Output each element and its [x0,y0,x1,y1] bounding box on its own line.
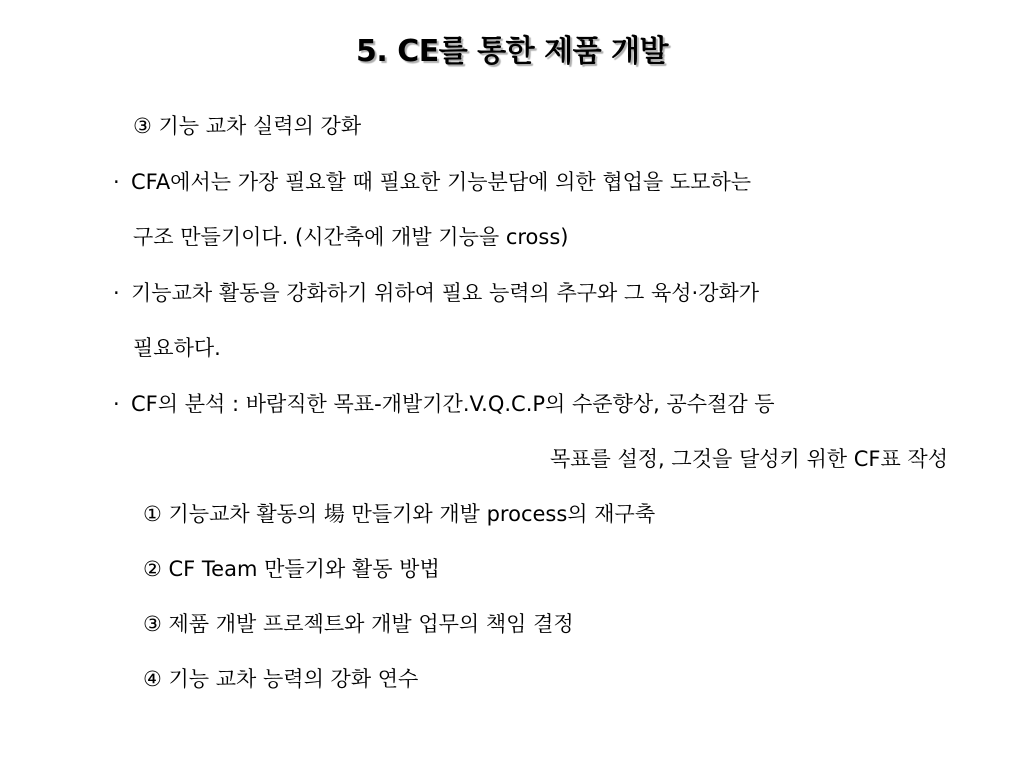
bullet-3-text-1: CF의 분석 : 바람직한 목표-개발기간.V.Q.C.P의 수준향상, 공수절감 등 [131,392,775,416]
bullet-1-text-1: CFA에서는 가장 필요할 때 필요한 기능분담에 의한 협업을 도모하는 [131,170,752,194]
numbered-item-2: ② CF Team 만들기와 활동 방법 [143,557,440,581]
bullet-1-line-1 [113,168,751,196]
bullet-mark: · [113,281,120,305]
bullet-mark: · [113,170,120,194]
slide-title: 5. CE를 통한 제품 개발 [356,34,668,69]
numbered-item-4: ④ 기능 교차 능력의 강화 연수 [143,667,419,691]
bullet-1-line-2: 구조 만들기이다. (시간축에 개발 기능을 cross) [133,225,569,249]
numbered-item-3: ③ 제품 개발 프로젝트와 개발 업무의 책임 결정 [143,612,574,636]
bullet-3-line-1 [113,390,775,418]
bullet-2-text-1: 기능교차 활동을 강화하기 위하여 필요 능력의 추구와 그 육성·강화가 [131,281,760,305]
numbered-item-1: ① 기능교차 활동의 場 만들기와 개발 process의 재구축 [143,502,656,526]
bullet-2-line-1 [113,279,759,307]
section-heading: ③ 기능 교차 실력의 강화 [133,114,362,138]
bullet-2-line-2: 필요하다. [133,336,221,360]
bullet-mark: · [113,392,120,416]
bullet-3-line-2: 목표를 설정, 그것을 달성키 위한 CF표 작성 [549,447,948,471]
